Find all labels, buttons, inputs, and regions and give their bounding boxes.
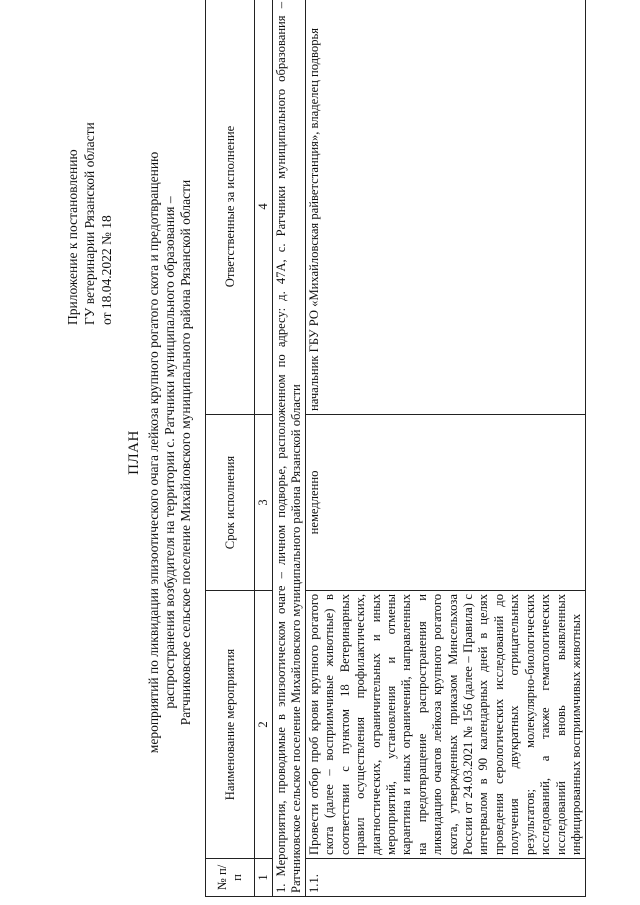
appendix-line-2: ГУ ветеринарии Рязанской области [82,122,97,325]
appendix-line-3: от 18.04.2022 № 18 [99,215,114,325]
subtitle-line-2: распространения возбудителя на территории с. Ратчники муниципального образования – [162,196,177,709]
row-number: 1.1. [306,859,586,897]
column-number-4: 4 [255,0,273,415]
header-term: Срок исполнения [206,415,255,591]
column-number-2: 2 [255,591,273,859]
subtitle-line-1: мероприятий по ликвидации эпизоотического очага лейкоза крупного рогатого скота и предотвращению [146,151,161,754]
document-subtitle [146,30,194,875]
document-title: ПЛАН [126,430,142,475]
header-number: № п/п [206,859,255,897]
table-header-row [206,0,255,897]
column-number-row [255,0,273,897]
row-responsible: начальник ГБУ РО «Михайловская райветстанция», владелец подворья [306,0,586,415]
section-row [273,0,306,897]
row-measure-name: Провести отбор проб крови крупного рогатого скота (далее – восприимчивые животные) в соответствии с пунктом 18 Ветеринарных правил осуществления профилактических, диагностических, ограничительных и иных мероприятий, установления и отмены карантина и иных ограничений, направленных на предотвращение распространения и ликвидацию очагов лейкоза крупного рогатого скота, утвержденных приказом Минсельхоза России от 24.03.2021 № 156 (далее – Правила) с интервалом в 90 календарных дней в целях проведения серологических исследований до получения двукратных отрицательных результатов; молекулярно-биологических исследований, а также гематологических исследований вновь выявленных инфицированных восприимчивых животных [306,591,586,859]
plan-table [205,0,586,897]
row-term: немедленно [306,415,586,591]
subtitle-line-3: Ратчниковское сельское поселение Михайловского муниципального района Рязанской области [178,179,193,726]
table-row [306,0,586,897]
header-name: Наименование мероприятия [206,591,255,859]
header-responsible: Ответственные за исполнение [206,0,255,415]
column-number-1: 1 [255,859,273,897]
section-1-title: 1. Мероприятия, проводимые в эпизоотическом очаге – личном подворье, расположенном по адресу: д. 47А, с. Ратчники муниципального образования – Ратчниковское сельское поселение Михайловского муниципального района Рязанской области [273,0,306,897]
column-number-3: 3 [255,415,273,591]
appendix-note [64,25,115,325]
appendix-line-1: Приложение к постановлению [65,149,80,325]
